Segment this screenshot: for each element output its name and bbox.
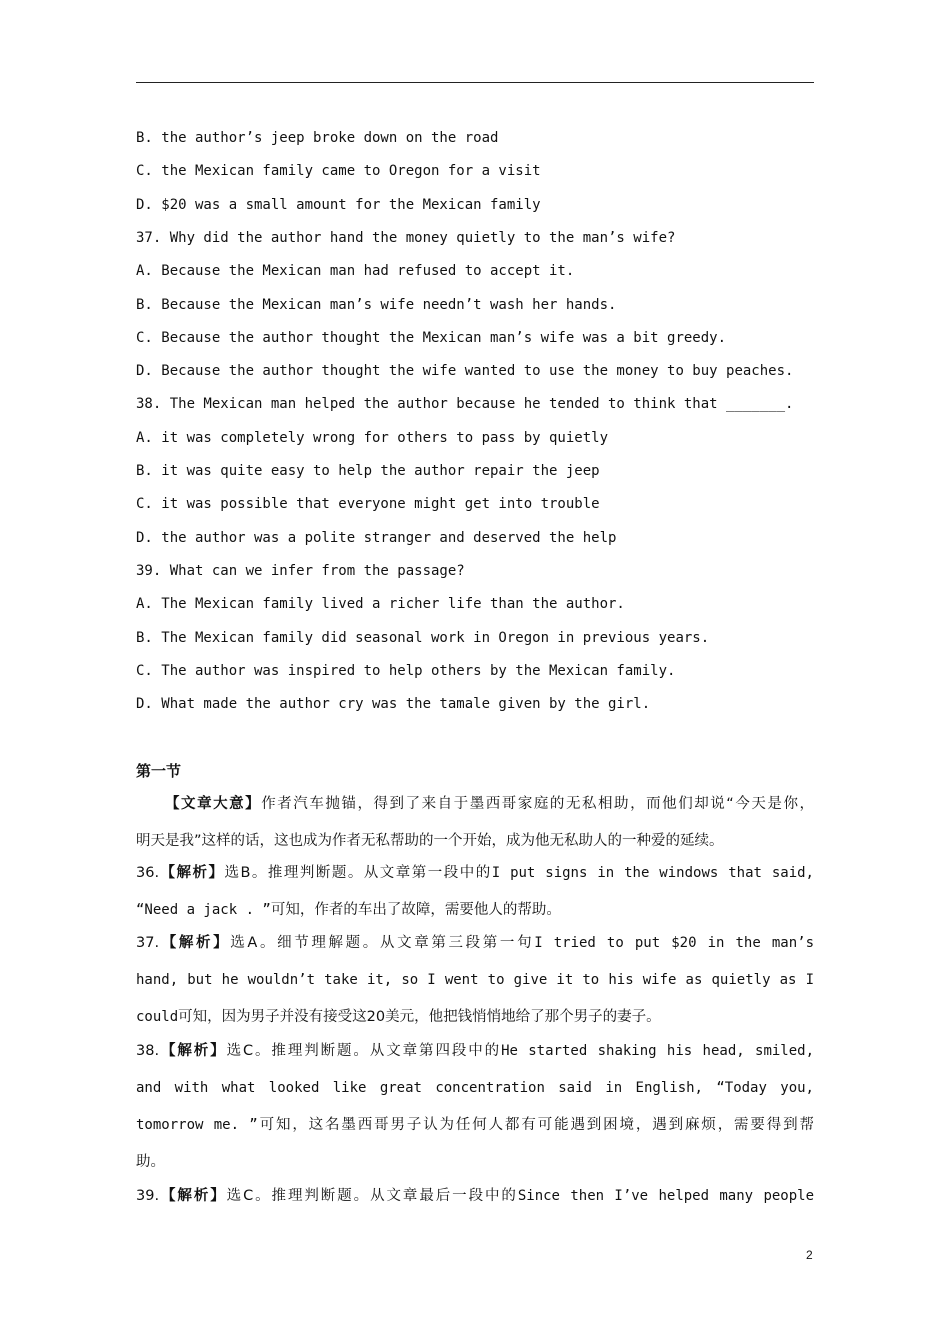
question-line: C. the Mexican family came to Oregon for a visit — [136, 163, 541, 180]
question-line: 39. What can we infer from the passage? — [136, 562, 465, 579]
question-line: B. Because the Mexican man’s wife needn’t wash her hands. — [136, 296, 617, 313]
analysis-38-line-1: 38.【解析】选C。推理判断题。从文章第四段中的He started shaking his head, smiled, — [136, 1043, 815, 1059]
analysis-39 — [136, 1178, 814, 1215]
question-line: A. Because the Mexican man had refused to accept it. — [136, 263, 575, 280]
analysis-38-line-4: 助。 — [136, 1154, 165, 1170]
analysis-37-line-1: 37.【解析】选A。细节理解题。从文章第三段第一句I tried to put $20 in the man’s — [136, 935, 814, 951]
question-line: B. it was quite easy to help the author repair the jeep — [136, 463, 600, 479]
question-line: A. The Mexican family lived a richer life than the author. — [136, 596, 625, 613]
summary-label: 【文章大意】 — [165, 796, 262, 812]
question-line: 37. Why did the author hand the money quietly to the man’s wife? — [136, 229, 676, 246]
section-title: 第一节 — [136, 762, 182, 780]
question-line: C. The author was inspired to help others by the Mexican family. — [136, 662, 676, 679]
summary-line-1 — [136, 786, 814, 823]
page-number: 2 — [806, 1248, 813, 1262]
question-line: D. $20 was a small amount for the Mexican family — [136, 196, 541, 213]
question-line: C. Because the author thought the Mexican man’s wife was a bit greedy. — [136, 329, 727, 346]
analysis-38-line-3: tomorrow me. ”可知，这名墨西哥男子认为任何人都有可能遇到困境，遇到麻烦，需要得到帮 — [136, 1117, 814, 1133]
analysis-39-line-1: 39.【解析】选C。推理判断题。从文章最后一段中的Since then I’ve helped many people — [136, 1188, 815, 1204]
summary-text-1: 作者汽车抛锚，得到了来自于墨西哥家庭的无私相助，而他们却说“今天是你， — [261, 796, 815, 812]
analysis-36-line-1: 36.【解析】选B。推理判断题。从文章第一段中的I put signs in the windows that said, — [136, 865, 814, 881]
analysis-36-line-2: “Need a jack . ”可知，作者的车出了故障，需要他人的帮助。 — [136, 902, 561, 918]
question-line: D. What made the author cry was the tamale given by the girl. — [136, 696, 651, 713]
analysis-38 — [136, 1033, 814, 1181]
summary-paragraph — [136, 786, 814, 860]
summary-line-2: 明天是我”这样的话，这也成为作者无私帮助的一个开始，成为他无私助人的一种爱的延续。 — [136, 833, 724, 849]
analysis-38-line-2: and with what looked like great concentration said in English, “Today you, — [136, 1080, 814, 1096]
question-line: C. it was possible that everyone might get into trouble — [136, 496, 600, 513]
question-line: A. it was completely wrong for others to pass by quietly — [136, 429, 609, 446]
analysis-37-line-2: hand, but he wouldn’t take it, so I went to give it to his wife as quietly as I — [136, 972, 814, 988]
question-line: B. the author’s jeep broke down on the road — [136, 130, 499, 146]
header-rule — [136, 82, 814, 83]
analysis-36 — [136, 855, 814, 929]
question-line: D. Because the author thought the wife wanted to use the money to buy peaches. — [136, 363, 794, 380]
analysis-37 — [136, 925, 814, 1036]
question-line: D. the author was a polite stranger and deserved the help — [136, 529, 617, 546]
question-line: 38. The Mexican man helped the author because he tended to think that _______. — [136, 396, 794, 413]
question-line: B. The Mexican family did seasonal work in Oregon in previous years. — [136, 629, 710, 646]
analysis-37-line-3: could可知，因为男子并没有接受这20美元，他把钱悄悄地给了那个男子的妻子。 — [136, 1009, 661, 1025]
